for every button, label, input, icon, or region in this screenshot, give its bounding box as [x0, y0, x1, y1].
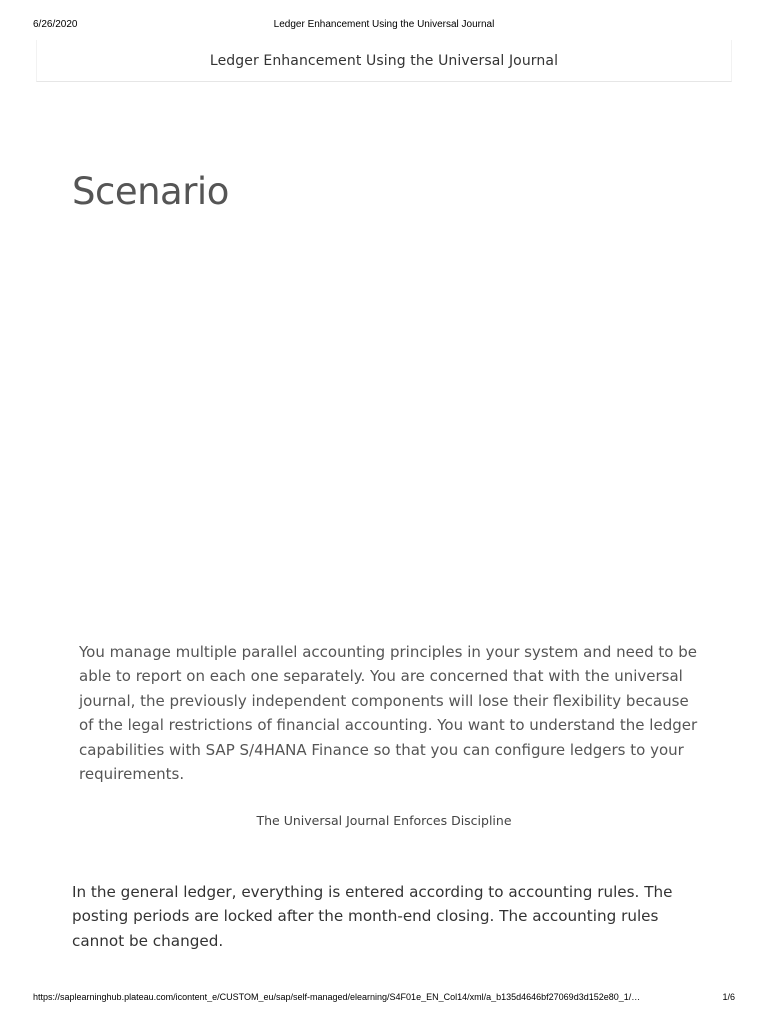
media-area — [72, 250, 696, 610]
section-heading: Scenario — [72, 170, 229, 213]
document-header-title: Ledger Enhancement Using the Universal Journal — [209, 52, 559, 69]
print-header — [0, 19, 768, 33]
document-header — [36, 40, 732, 82]
figure-caption: The Universal Journal Enforces Discipline — [256, 813, 512, 828]
print-date: 6/26/2020 — [33, 19, 78, 30]
print-url: https://saplearninghub.plateau.com/icontent_e/CUSTOM_eu/sap/self-managed/elearning/S4F01e_EN_Col14/xml/a_b135d4646bf27069d3d152e80_1/… — [33, 992, 641, 1002]
print-title: Ledger Enhancement Using the Universal Journal — [273, 19, 495, 30]
body-paragraph: In the general ledger, everything is entered according to accounting rules. The posting periods are locked after the month-end closing. The accounting rules cannot be changed. — [72, 883, 673, 950]
print-page-number: 1/6 — [722, 992, 735, 1002]
print-footer — [0, 992, 768, 1006]
intro-paragraph: You manage multiple parallel accounting principles in your system and need to be able to report on each one separately. You are concerned that with the universal journal, the previously independent components will lose their flexibility because of the legal restrictions of financial accounting. You want to understand the ledger capabilities with SAP S/4HANA Finance so that you can configure ledgers to your requirements. — [79, 643, 698, 784]
